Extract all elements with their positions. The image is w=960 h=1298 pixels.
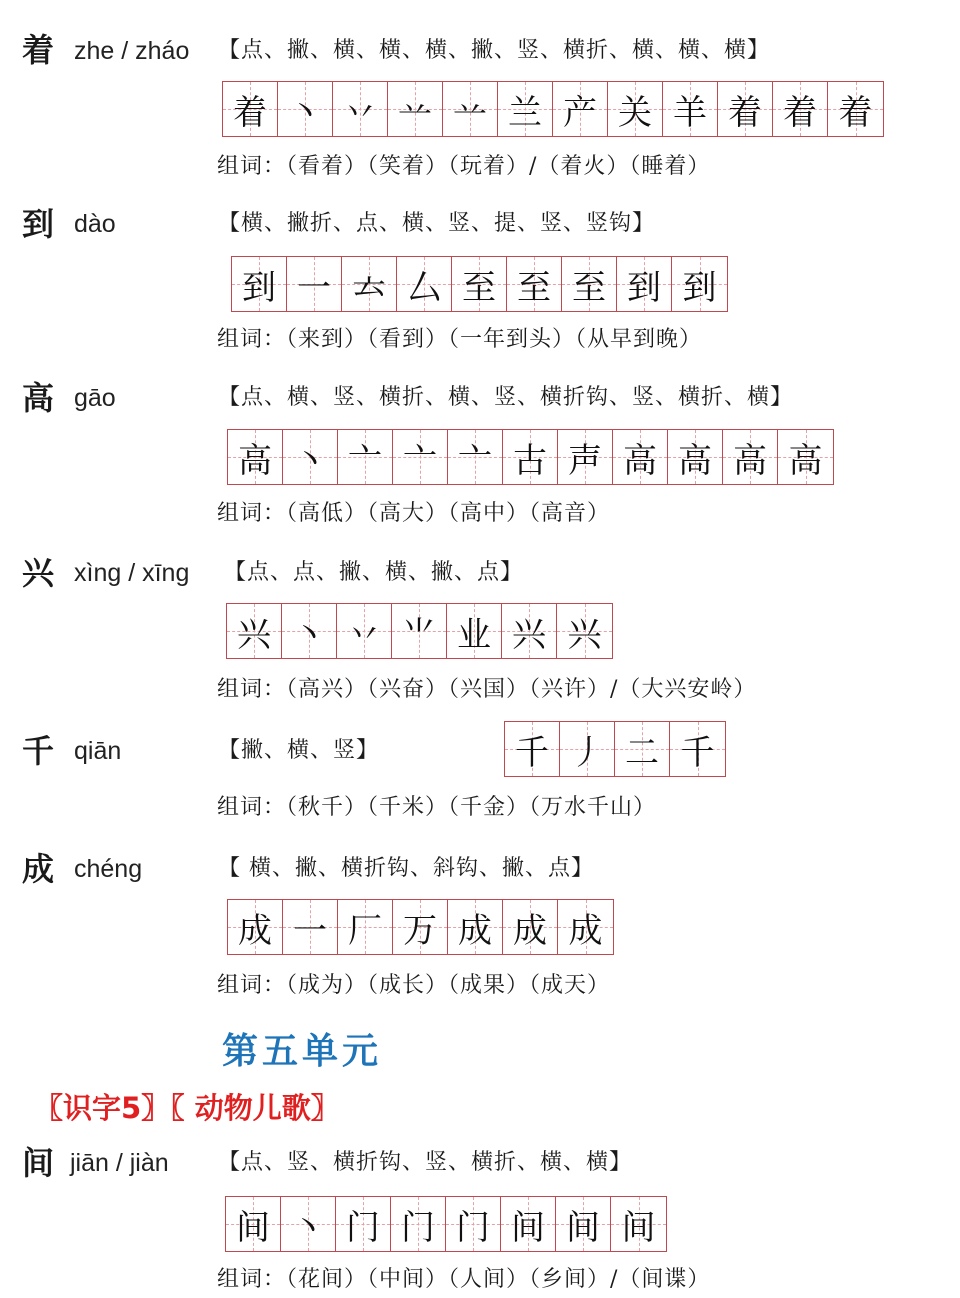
grid-cell-stroke-step [503, 900, 558, 954]
lesson-title: 〖识字5〗〖 动物儿歌〗 [34, 1091, 340, 1125]
grid-cell-glyph: 亠 [458, 440, 492, 481]
grid-cell-glyph: 兴 [237, 614, 271, 655]
stroke-grid [504, 721, 726, 777]
stroke-grid [222, 81, 884, 137]
grid-cell-glyph: 一 [297, 267, 331, 308]
grid-cell-glyph: 到 [242, 267, 276, 308]
stroke-grid [227, 429, 834, 485]
grid-cell-glyph: 间 [566, 1207, 600, 1248]
word-examples: 组词：（秋千）（千米）（千金）（万水千山） [217, 795, 657, 820]
grid-cell-stroke-step [507, 257, 562, 311]
grid-cell-character [223, 82, 278, 136]
grid-cell-stroke-step [281, 1197, 336, 1251]
grid-cell-glyph: 高 [238, 440, 272, 481]
grid-cell-glyph: 古 [513, 440, 547, 481]
grid-cell-stroke-step [553, 82, 608, 136]
stroke-order-text: 【点、横、竖、横折、横、竖、横折钩、竖、横折、横】 [218, 385, 794, 410]
grid-cell-stroke-step [778, 430, 833, 484]
grid-cell-stroke-step [668, 430, 723, 484]
entry-pinyin: gāo [74, 384, 116, 412]
grid-cell-stroke-step [558, 430, 613, 484]
entry-character: 到 [22, 205, 55, 243]
grid-cell-glyph: 成 [458, 910, 492, 951]
grid-cell-glyph: 至 [517, 267, 551, 308]
grid-cell-glyph: 着 [783, 92, 817, 133]
word-examples: 组词：（高兴）（兴奋）（兴国）（兴许）/（大兴安岭） [217, 677, 757, 702]
grid-cell-stroke-step [392, 604, 447, 658]
entry-pinyin: jiān / jiàn [70, 1149, 169, 1177]
grid-cell-stroke-step [556, 1197, 611, 1251]
stroke-order-text: 【撇、横、竖】 [218, 738, 380, 763]
grid-cell-glyph: 兴 [512, 614, 546, 655]
grid-cell-stroke-step [338, 900, 393, 954]
grid-cell-glyph: 亠 [348, 440, 382, 481]
grid-cell-character [227, 604, 282, 658]
grid-cell-glyph: 到 [682, 267, 717, 308]
grid-cell-stroke-step [663, 82, 718, 136]
stroke-order-text: 【点、撇、横、横、横、撇、竖、横折、横、横、横】 [218, 38, 771, 63]
grid-cell-stroke-step [393, 430, 448, 484]
entry-character: 着 [22, 31, 55, 69]
grid-cell-stroke-step [283, 430, 338, 484]
grid-cell-glyph: 间 [621, 1207, 656, 1248]
grid-cell-stroke-step [672, 257, 727, 311]
grid-cell-stroke-step [287, 257, 342, 311]
grid-cell-stroke-step [718, 82, 773, 136]
grid-cell-glyph: 至 [462, 267, 496, 308]
grid-cell-glyph: 丷 [343, 92, 377, 133]
grid-cell-stroke-step [773, 82, 828, 136]
grid-cell-stroke-step [828, 82, 883, 136]
grid-cell-glyph: 丶 [288, 92, 322, 133]
grid-cell-glyph: 声 [568, 440, 602, 481]
grid-cell-stroke-step [283, 900, 338, 954]
grid-cell-stroke-step [503, 430, 558, 484]
grid-cell-glyph: 一 [293, 910, 327, 951]
grid-cell-glyph: ⺌ [402, 614, 436, 655]
entry-pinyin: chéng [74, 855, 143, 883]
grid-cell-character [228, 430, 283, 484]
grid-cell-glyph: 业 [457, 614, 491, 655]
grid-cell-glyph: 丶 [292, 614, 326, 655]
grid-cell-stroke-step [282, 604, 337, 658]
grid-cell-glyph: 千 [680, 732, 715, 773]
grid-cell-glyph: 高 [733, 440, 767, 481]
grid-cell-character [232, 257, 287, 311]
grid-cell-stroke-step [560, 722, 615, 776]
grid-cell-stroke-step [502, 604, 557, 658]
grid-cell-glyph: 高 [788, 440, 823, 481]
word-examples: 组词：（来到）（看到）（一年到头）（从早到晚） [217, 327, 703, 352]
grid-cell-glyph: 到 [627, 267, 661, 308]
grid-cell-stroke-step [608, 82, 663, 136]
grid-cell-glyph: 关 [618, 92, 652, 133]
grid-cell-glyph: 成 [568, 910, 603, 951]
grid-cell-stroke-step [498, 82, 553, 136]
grid-cell-glyph: 门 [401, 1207, 435, 1248]
entry-pinyin: zhe / zháo [74, 37, 190, 65]
stroke-order-text: 【点、竖、横折钩、竖、横折、横、横】 [218, 1150, 633, 1175]
grid-cell-stroke-step [337, 604, 392, 658]
stroke-grid [231, 256, 728, 312]
grid-cell-stroke-step [388, 82, 443, 136]
grid-cell-stroke-step [393, 900, 448, 954]
grid-cell-stroke-step [278, 82, 333, 136]
grid-cell-glyph: 门 [456, 1207, 490, 1248]
grid-cell-glyph: 亠 [403, 440, 437, 481]
grid-cell-stroke-step [336, 1197, 391, 1251]
grid-cell-glyph: 成 [238, 910, 272, 951]
grid-cell-glyph: 着 [728, 92, 762, 133]
grid-cell-glyph: 高 [623, 440, 657, 481]
entry-character: 兴 [22, 554, 55, 592]
grid-cell-stroke-step [333, 82, 388, 136]
grid-cell-stroke-step [452, 257, 507, 311]
grid-cell-glyph: 着 [838, 92, 873, 133]
grid-cell-glyph: 𠫓 [352, 267, 386, 308]
grid-cell-glyph: 门 [346, 1207, 380, 1248]
entry-character: 成 [22, 850, 55, 888]
grid-cell-glyph: 产 [563, 92, 597, 133]
grid-cell-glyph: 丶 [291, 1207, 325, 1248]
grid-cell-character [228, 900, 283, 954]
grid-cell-glyph: 丶 [293, 440, 327, 481]
grid-cell-stroke-step [447, 604, 502, 658]
grid-cell-glyph: 兰 [508, 92, 542, 133]
grid-cell-glyph: 羊 [673, 92, 707, 133]
grid-cell-glyph: 兴 [567, 614, 602, 655]
stroke-grid [225, 1196, 667, 1252]
word-examples: 组词：（高低）（高大）（高中）（高音） [217, 501, 611, 526]
word-examples: 组词：（看着）（笑着）（玩着）/（着火）（睡着） [217, 154, 711, 179]
entry-pinyin: xìng / xīng [74, 559, 190, 587]
stroke-order-text: 【 横、撇、横折钩、斜钩、撇、点】 [218, 856, 594, 881]
grid-cell-glyph: 至 [572, 267, 606, 308]
grid-cell-stroke-step [448, 430, 503, 484]
grid-cell-stroke-step [397, 257, 452, 311]
grid-cell-stroke-step [501, 1197, 556, 1251]
stroke-grid [226, 603, 613, 659]
grid-cell-character [226, 1197, 281, 1251]
grid-cell-glyph: 丿 [570, 732, 604, 773]
grid-cell-glyph: 二 [625, 732, 659, 773]
grid-cell-character [505, 722, 560, 776]
grid-cell-glyph: 厂 [348, 910, 382, 951]
grid-cell-glyph: 厶 [407, 267, 441, 308]
grid-cell-glyph: 万 [403, 910, 437, 951]
grid-cell-stroke-step [615, 722, 670, 776]
grid-cell-glyph: 千 [515, 732, 549, 773]
grid-cell-stroke-step [443, 82, 498, 136]
grid-cell-stroke-step [391, 1197, 446, 1251]
grid-cell-stroke-step [617, 257, 672, 311]
word-examples: 组词：（花间）（中间）（人间）（乡间）/（间谍） [217, 1267, 711, 1292]
grid-cell-stroke-step [448, 900, 503, 954]
grid-cell-stroke-step [562, 257, 617, 311]
grid-cell-glyph: 高 [678, 440, 712, 481]
grid-cell-stroke-step [338, 430, 393, 484]
grid-cell-stroke-step [446, 1197, 501, 1251]
word-examples: 组词：（成为）（成长）（成果）（成天） [217, 973, 611, 998]
grid-cell-glyph: 间 [236, 1207, 270, 1248]
stroke-order-text: 【横、撇折、点、横、竖、提、竖、竖钩】 [218, 211, 656, 236]
grid-cell-glyph: 间 [511, 1207, 545, 1248]
entry-character: 千 [22, 732, 55, 770]
grid-cell-stroke-step [611, 1197, 666, 1251]
entry-pinyin: qiān [74, 737, 122, 765]
grid-cell-glyph: 䒑 [398, 92, 432, 133]
grid-cell-stroke-step [670, 722, 725, 776]
grid-cell-glyph: 着 [233, 92, 267, 133]
grid-cell-stroke-step [342, 257, 397, 311]
unit-title: 第五单元 [222, 1030, 383, 1072]
grid-cell-stroke-step [723, 430, 778, 484]
stroke-grid [227, 899, 614, 955]
entry-character: 高 [22, 379, 55, 417]
grid-cell-stroke-step [557, 604, 612, 658]
grid-cell-glyph: 成 [513, 910, 547, 951]
grid-cell-glyph: 䒑 [453, 92, 487, 133]
grid-cell-glyph: 丷 [347, 614, 381, 655]
grid-cell-stroke-step [613, 430, 668, 484]
stroke-order-text: 【点、点、撇、横、撇、点】 [224, 560, 524, 585]
grid-cell-stroke-step [558, 900, 613, 954]
entry-pinyin: dào [74, 210, 116, 238]
entry-character: 间 [22, 1144, 55, 1182]
